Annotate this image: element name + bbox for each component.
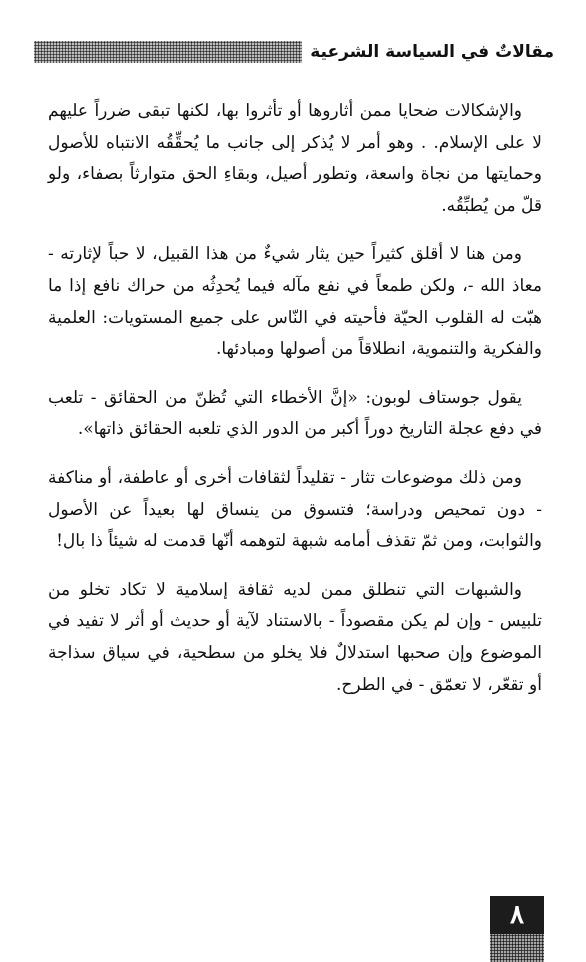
paragraph-4: ومن ذلك موضوعات تثار - تقليداً لثقافات أخرى أو عاطفة، أو مناكفة - دون تمحيص ودراسة؛ فتسوق من ينساق لها بعيداً عن الأصول والثوابت، ومن ثمّ تقذف أمامه شبهة لتوهمه أنّها قدمت له شيئاً ذا بال! [48,467,542,552]
body-text [48,96,542,718]
paragraph-1: والإشكالات ضحايا ممن أثاروها أو تأثروا بها، لكنها تبقى ضرراً عليهم لا على الإسلام. . وهو أمر لا يُذكر إلى جانب ما يُحقِّقُه الانتباه للأصول وحمايتها من نجاة واسعة، وتطور أصيل، وبقاءِ الحق متوارثاً بصفاء، ولو قلّ من يُطبِّقُه. [48,101,542,216]
page-number: ٨ [510,900,524,930]
paragraph-3-quote: يقول جوستاف لوبون: «إنَّ الأخطاء التي تُظنّ من الحقائق - تلعب في دفع عجلة التاريخ دوراً أكبر من الدور الذي تلعبه الحقائق ذاتها». [48,387,542,440]
paragraph-2: ومن هنا لا أقلق كثيراً حين يثار شيءٌ من هذا القبيل، لا حباً لإثارته - معاذ الله -، ولكن طمعاً في نفع مآله فيما يُحدِثُه من حراك نافع إذا ما هبّت له القلوب الحيّة فأحيته في النّاس على جميع المستويات: العلمية والفكرية والتنموية، انطلاقاً من أصولها ومبادئها. [48,244,542,360]
page-number-box [490,896,544,962]
page-number-texture [490,934,544,962]
header-decorative-band [34,41,302,63]
paragraph-5: والشبهات التي تنطلق ممن لديه ثقافة إسلامية لا تكاد تخلو من تلبيس - وإن لم يكن مقصوداً - بالاستناد لآية أو حديث أو أثر لا تفيد في الموضوع وإن صحبها استدلالٌ فلا يخلو من سطحية، في سياق سذاجة أو تقعّر، لا تعمّق - في الطرح. [48,579,542,695]
running-header-title: مقالاتٌ في السياسة الشرعية [310,42,554,62]
running-header [34,40,554,64]
